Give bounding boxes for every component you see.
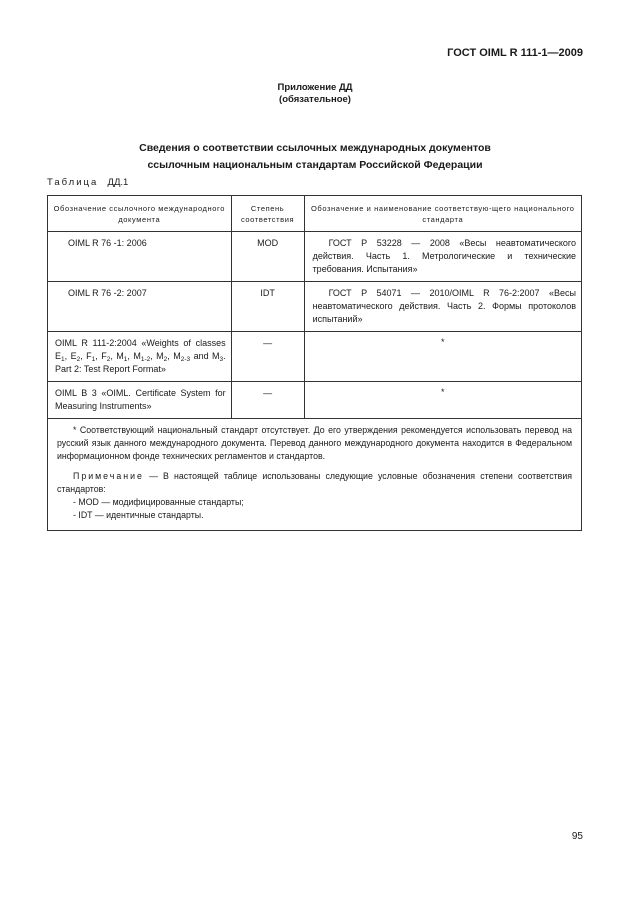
cell-degree: —	[231, 332, 304, 382]
class-subscript: 1-2	[140, 356, 151, 363]
cell-document: OIML R 76 -2: 2007	[48, 282, 232, 332]
table-label	[47, 177, 128, 188]
cell-standard: *	[304, 382, 581, 419]
class-subscript: 1	[91, 356, 96, 363]
table-row	[48, 282, 582, 332]
note-item: - MOD — модифицированные стандарты;	[73, 497, 244, 507]
table-footnote-row	[48, 419, 582, 531]
cell-document: OIML R 111-2:2004 «Weights of classes $E_1$, $E_2$, $F_1$, $F_2$, $M_1$, $M_{1-2}$, $M_2$, $M_{2-3}$ and $M_3$. Part 2: Test Report Format»	[48, 332, 232, 382]
note-label: Примечание	[73, 471, 144, 481]
section-heading	[0, 140, 630, 174]
note-text: — В настоящей таблице использованы следующие условные обозначения степени соответствия стандартов:	[57, 471, 572, 494]
table-row	[48, 382, 582, 419]
class-subscript: 1	[61, 356, 65, 363]
cell-degree: MOD	[231, 232, 304, 282]
column-header-standard: Обозначение и наименование соответствую-щего национального стандарта	[304, 196, 581, 232]
document-code: ГОСТ OIML R 111-1—2009	[447, 47, 583, 59]
table-row	[48, 232, 582, 282]
class-subscript: 3	[219, 356, 224, 363]
appendix-title: Приложение ДД	[277, 82, 353, 93]
column-header-degree: Степень соответствия	[231, 196, 304, 232]
class-subscript: 2	[106, 356, 111, 363]
cell-degree: IDT	[231, 282, 304, 332]
standard-text: ГОСТ Р 54071 — 2010/OIML R 76-2:2007 «Весы неавтоматического действия. Часть 2. Формы протоколов испытаний»	[312, 288, 576, 324]
table-label-number: ДД.1	[107, 177, 129, 188]
note-paragraph	[57, 470, 572, 496]
heading-line-2: ссылочным национальным стандартам Российской Федерации	[147, 159, 483, 171]
table-label-prefix: Таблица	[47, 177, 99, 188]
class-subscript: 1	[123, 356, 128, 363]
class-subscript: 2	[76, 356, 81, 363]
column-header-document: Обозначение ссылочного международного документа	[48, 196, 232, 232]
table-header-row	[48, 196, 582, 232]
cell-standard: *	[304, 332, 581, 382]
heading-line-1: Сведения о соответствии ссылочных международных документов	[139, 142, 491, 154]
class-subscript: 2-3	[180, 356, 191, 363]
cell-document: OIML R 76 -1: 2006	[48, 232, 232, 282]
footnote-text: * Соответствующий национальный стандарт отсутствует. До его утверждения рекомендуется использовать перевод на русский язык данного международного документа. Перевод данного международного документа находится в Федеральном информационном фонде технических регламентов и стандартов.	[57, 425, 572, 461]
cell-standard	[304, 282, 581, 332]
table-row	[48, 332, 582, 382]
appendix-subtitle: (обязательное)	[279, 94, 351, 105]
table-footnote-cell	[48, 419, 582, 531]
cell-standard	[304, 232, 581, 282]
conformity-table	[47, 195, 582, 531]
cell-degree: —	[231, 382, 304, 419]
note-item: - IDT — идентичные стандарты.	[73, 510, 204, 520]
standard-text: ГОСТ Р 53228 — 2008 «Весы неавтоматического действия. Часть 1. Метрологические и технические требования. Испытания»	[312, 238, 576, 274]
cell-document: OIML B 3 «OIML. Certificate System for Measuring Instruments»	[48, 382, 232, 419]
page-number: 95	[571, 831, 583, 842]
class-subscript: 2	[163, 356, 168, 363]
